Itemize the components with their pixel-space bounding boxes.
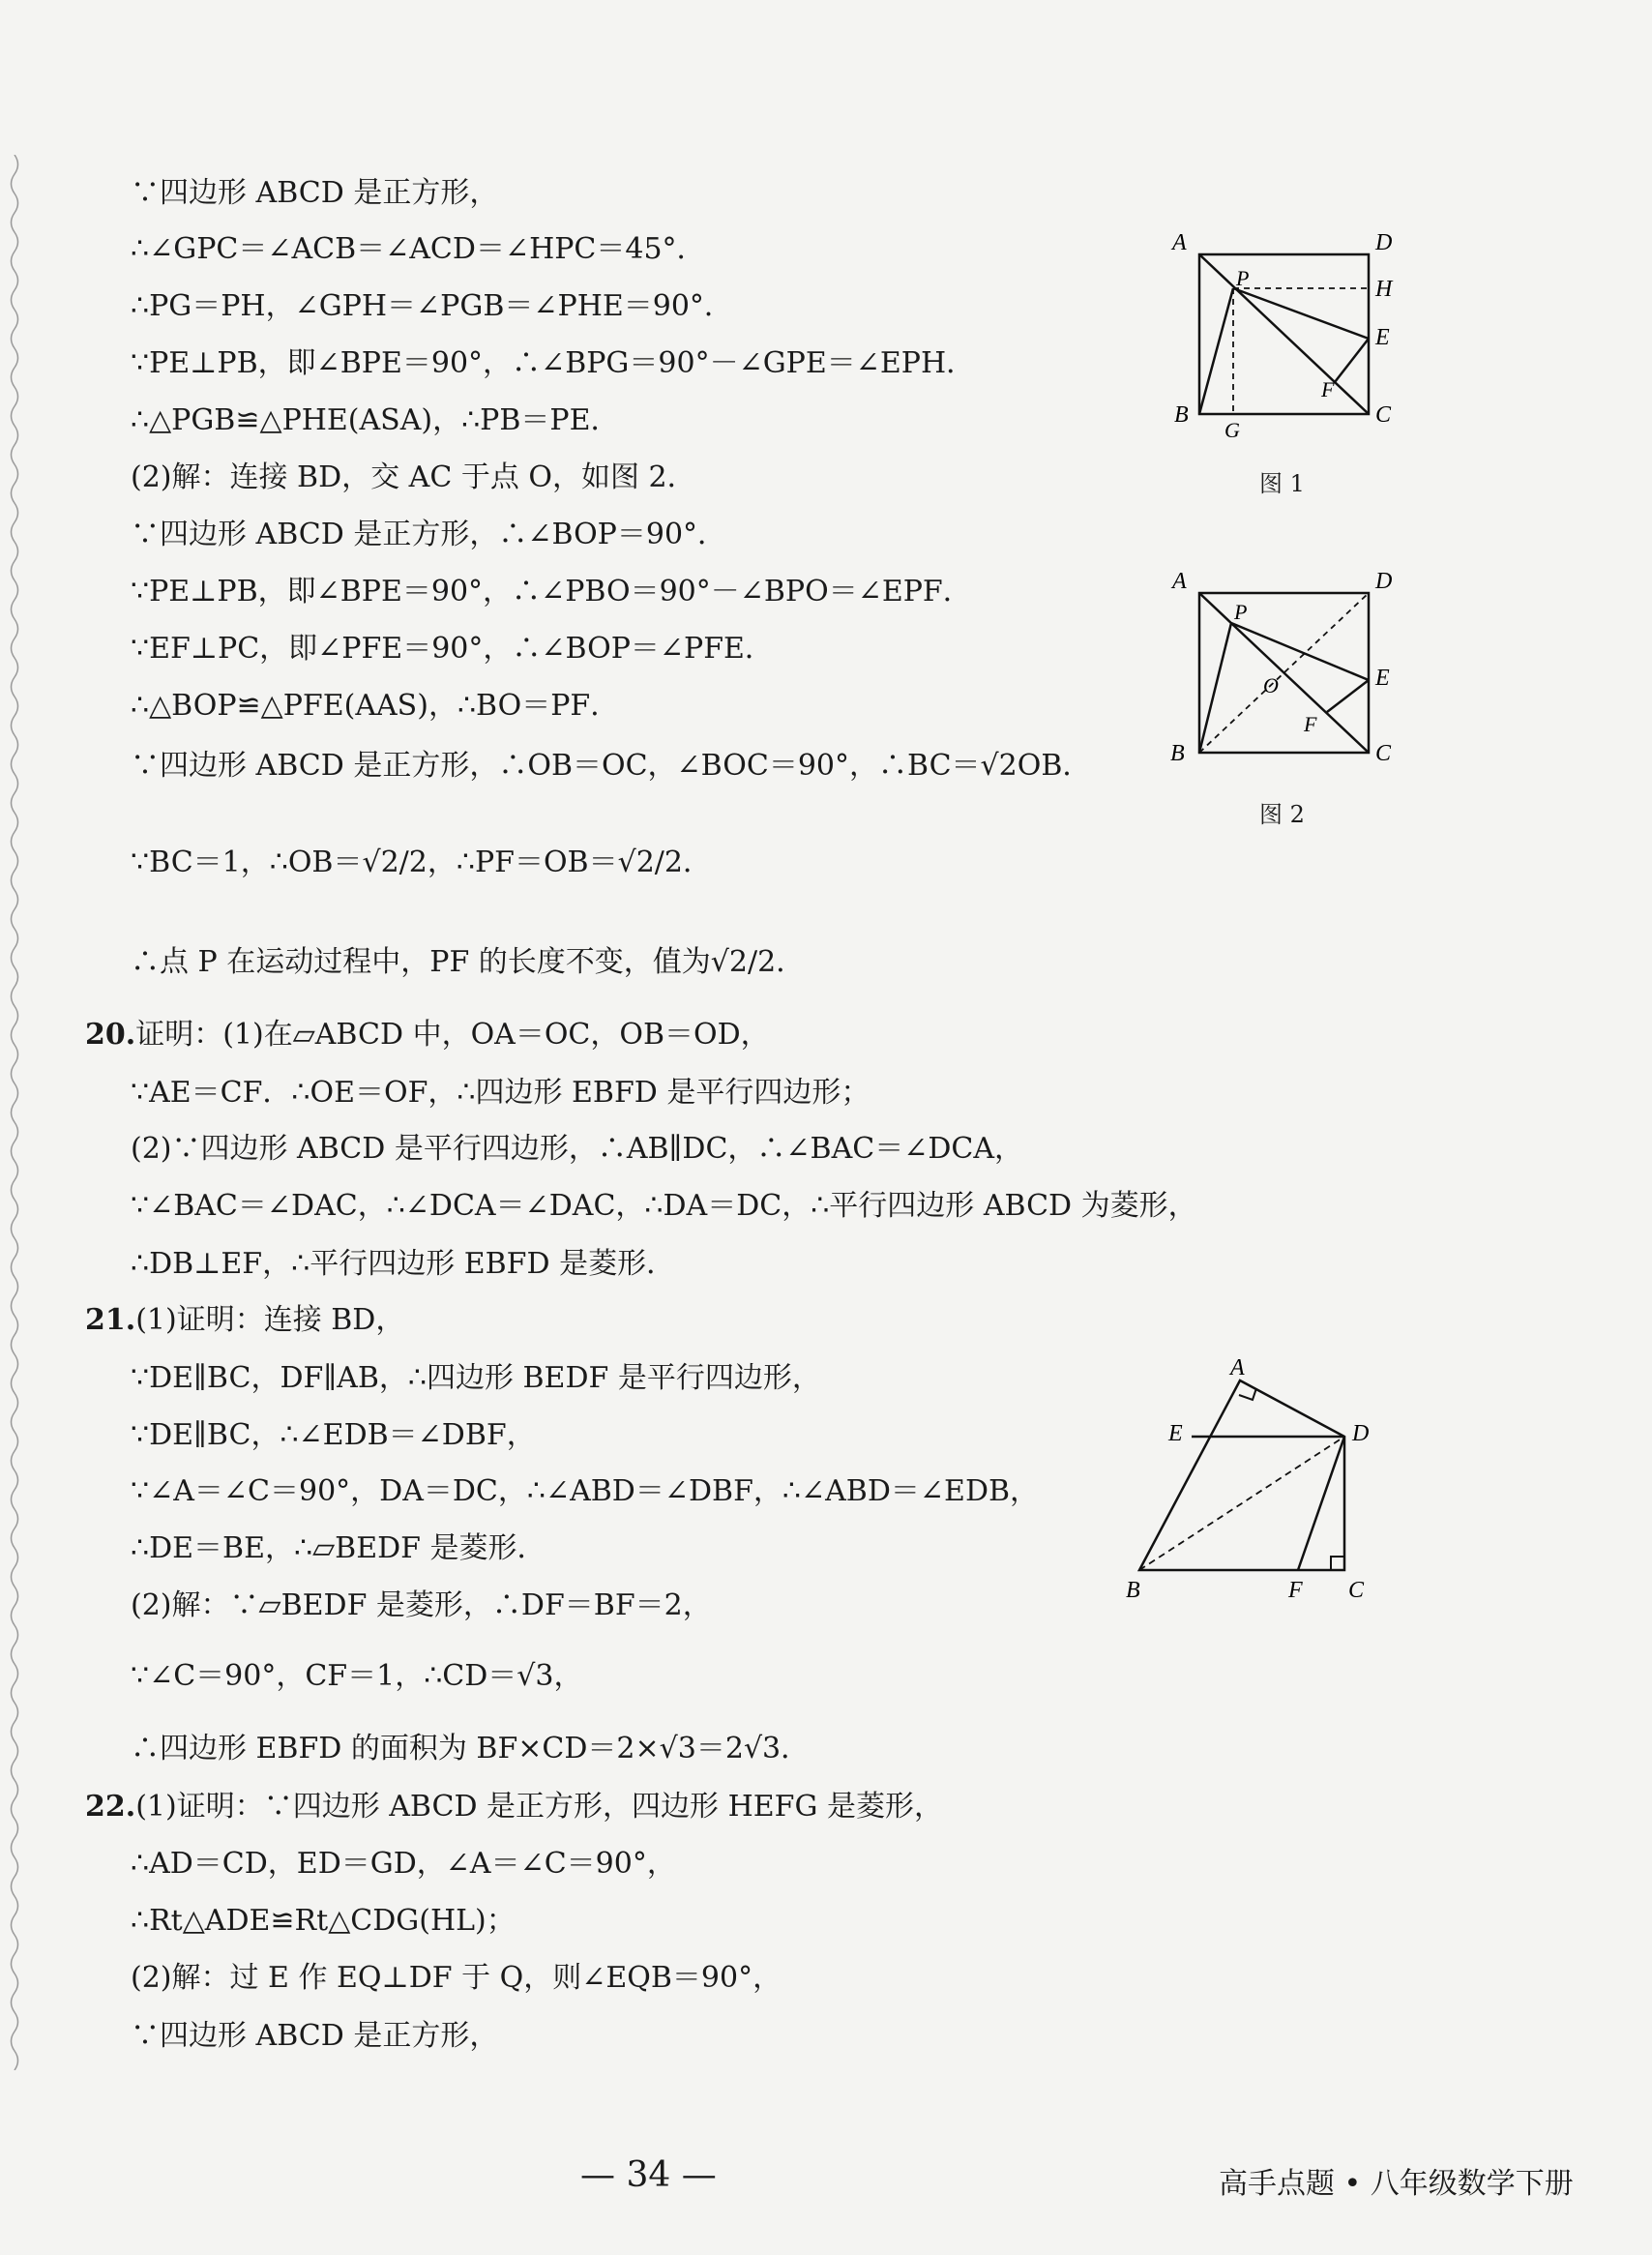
text-line [131,1587,712,1625]
fig2-label-O: O [1263,673,1279,697]
text-line [131,287,733,326]
line-text: ∵EF⊥PC，即∠PFE＝90°，∴∠BOP＝∠PFE． [131,632,774,666]
fig1-label-P: P [1236,266,1250,290]
text-line [131,1130,1023,1169]
line-text: (2)解：连接 BD，交 AC 于点 O，如图 2． [131,460,696,494]
line-text: ∴DB⊥EF，∴平行四边形 EBFD 是菱形． [131,1247,676,1281]
fig3-label-E: E [1168,1421,1183,1446]
fig1-label-G: G [1224,418,1240,442]
line-text: ∴△PGB≌△PHE(ASA)，∴PB＝PE． [131,403,620,437]
fig2-label-E: E [1375,666,1390,691]
text-line [131,1416,536,1455]
line-text: 证明：(1)在▱ABCD 中，OA＝OC，OB＝OD， [135,1018,770,1052]
fig2-label-B: B [1170,741,1185,766]
text-line [131,1845,676,1884]
line-text: ∵BC＝1，∴OB＝√2/2，∴PF＝OB＝√2/2． [131,846,712,879]
line-text: ∴PG＝PH，∠GPH＝∠PGB＝∠PHE＝90°． [131,289,733,323]
fig1-label-F: F [1321,377,1335,401]
text-line [131,344,975,383]
question-number: 21. [85,1303,136,1337]
text-line [131,230,706,269]
fig2-label-A: A [1172,569,1187,594]
text-line [131,573,972,611]
text-line [131,1245,675,1284]
fig3-label-B: B [1126,1578,1140,1603]
line-text: ∴△BOP≌△PFE(AAS)，∴BO＝PF． [131,689,620,723]
text-line [131,1187,1197,1226]
text-line [131,630,774,668]
line-text: (1)证明：连接 BD， [135,1303,405,1337]
line-text: ∴∠GPC＝∠ACB＝∠ACD＝∠HPC＝45°． [131,232,706,266]
text-line [131,1730,810,1768]
book-title: 高手点题 • 八年级数学下册 [1219,2167,1574,2201]
line-text: ∵AE＝CF．∴OE＝OF，∴四边形 EBFD 是平行四边形； [131,1076,870,1110]
figure-1-caption: 图 1 [1259,470,1305,497]
text-line [131,687,619,726]
line-text: ∵DE∥BC，∴∠EDB＝∠DBF， [131,1418,536,1452]
line-text: ∴DE＝BE，∴▱BEDF 是菱形． [131,1531,546,1565]
line-text: (2)∵四边形 ABCD 是平行四边形，∴AB∥DC，∴∠BAC＝∠DCA， [131,1132,1024,1166]
text-line [131,943,805,982]
text-line [85,1301,404,1340]
fig2-label-D: D [1375,569,1393,594]
text-line [131,844,712,882]
figure-2 [1161,561,1412,774]
fig1-label-D: D [1375,230,1393,255]
question-number: 20. [85,1018,136,1052]
text-line [131,516,726,554]
line-text: ∴点 P 在运动过程中，PF 的长度不变，值为√2/2． [131,945,806,979]
fig3-label-D: D [1352,1421,1370,1446]
line-text: ∵∠A＝∠C＝90°，DA＝DC，∴∠ABD＝∠DBF，∴∠ABD＝∠EDB， [131,1474,1040,1508]
line-text: ∵四边形 ABCD 是正方形， [131,176,499,210]
fig3-label-F: F [1288,1578,1303,1603]
text-line [131,2017,498,2056]
line-text: ∴AD＝CD，ED＝GD，∠A＝∠C＝90°， [131,1847,676,1881]
line-text: ∵四边形 ABCD 是正方形，∴OB＝OC，∠BOC＝90°，∴BC＝√2OB． [131,749,1092,783]
line-text: (2)解：∵▱BEDF 是菱形，∴DF＝BF＝2， [131,1588,712,1622]
text-line [85,1016,770,1054]
fig2-label-C: C [1375,741,1392,766]
fig1-label-A: A [1172,230,1187,255]
fig2-label-P: P [1234,600,1248,624]
page-number: — 34 — [580,2155,717,2195]
text-line [131,459,696,497]
figure-3 [1112,1350,1393,1611]
fig1-label-H: H [1375,277,1393,302]
text-line [131,1902,516,1941]
fig3-label-C: C [1348,1578,1365,1603]
line-text: ∵四边形 ABCD 是正方形， [131,2019,499,2053]
text-line [131,1529,546,1568]
line-text: ∴Rt△ADE≌Rt△CDG(HL)； [131,1904,516,1938]
line-text: ∴四边形 EBFD 的面积为 BF×CD＝2×√3＝2√3． [131,1732,811,1765]
figure-1 [1161,223,1412,445]
line-text: ∵∠BAC＝∠DAC，∴∠DCA＝∠DAC，∴DA＝DC，∴平行四边形 ABCD 为菱形， [131,1189,1197,1223]
page-edge-decoration [0,155,29,2070]
question-number: 22. [85,1790,136,1824]
line-text: ∵PE⊥PB，即∠BPE＝90°，∴∠PBO＝90°－∠BPO＝∠EPF． [131,575,972,608]
line-text: ∵四边形 ABCD 是正方形，∴∠BOP＝90°． [131,518,727,551]
text-line [131,1657,583,1696]
text-line [131,747,1091,786]
text-line [131,174,498,213]
fig3-label-A: A [1230,1355,1245,1380]
fig1-label-E: E [1375,325,1390,350]
fig1-label-B: B [1174,402,1189,428]
text-line [131,1359,821,1398]
text-line [131,401,620,440]
line-text: (2)解：过 E 作 EQ⊥DF 于 Q，则∠EQB＝90°， [131,1961,782,1995]
line-text: ∵DE∥BC，DF∥AB，∴四边形 BEDF 是平行四边形， [131,1361,821,1395]
text-line [85,1788,943,1826]
figure-2-caption: 图 2 [1259,801,1305,828]
text-line [131,1959,782,1998]
line-text: ∵∠C＝90°，CF＝1，∴CD＝√3， [131,1659,583,1693]
line-text: (1)证明：∵四边形 ABCD 是正方形，四边形 HEFG 是菱形， [135,1790,943,1824]
fig2-label-F: F [1304,712,1317,736]
text-line [131,1074,870,1113]
fig1-label-C: C [1375,402,1392,428]
text-line [131,1472,1039,1511]
line-text: ∵PE⊥PB，即∠BPE＝90°，∴∠BPG＝90°－∠GPE＝∠EPH． [131,346,976,380]
